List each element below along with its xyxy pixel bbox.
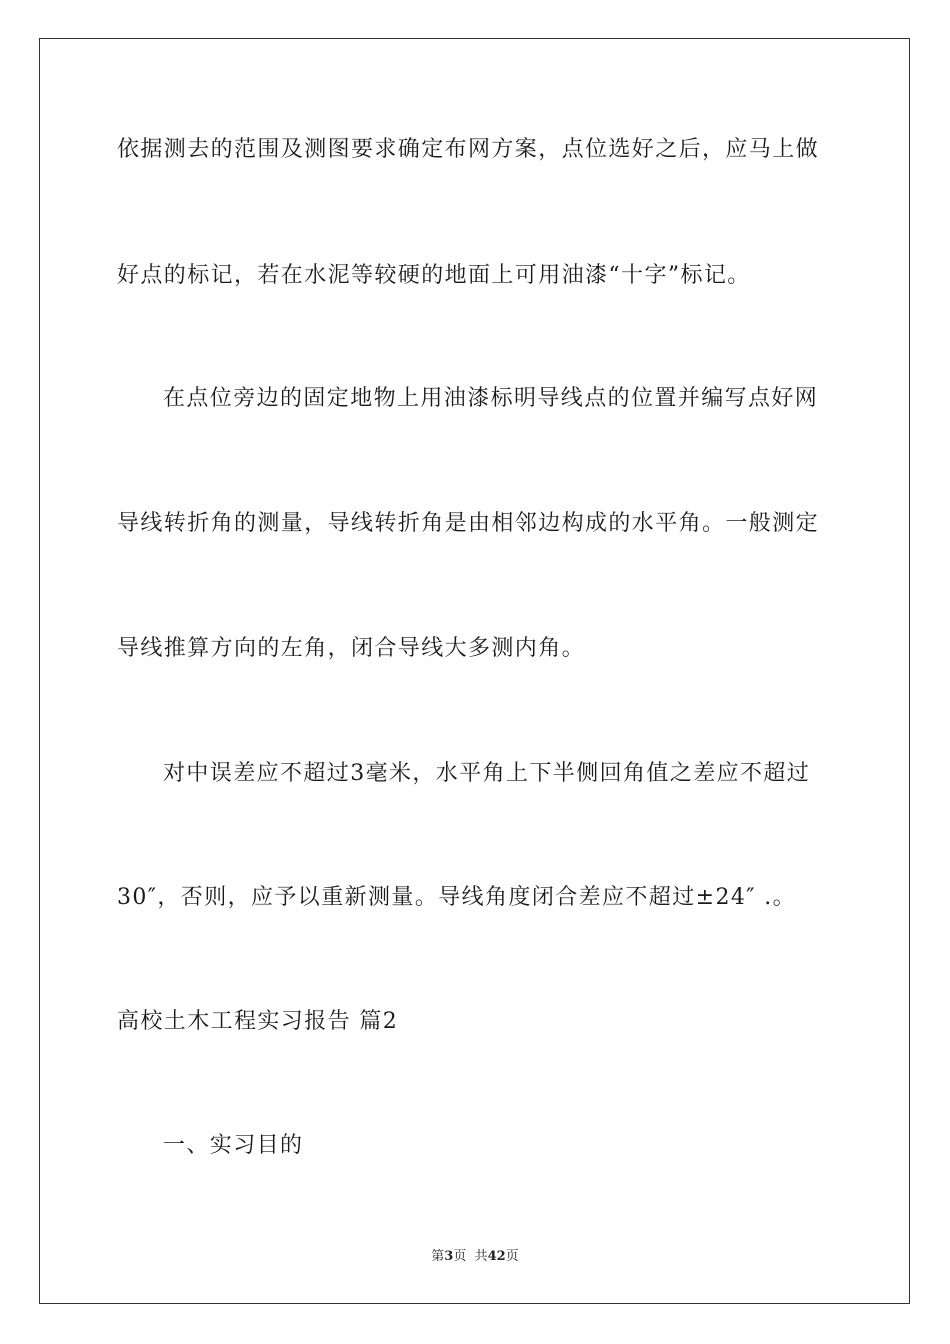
footer-suffix: 页 xyxy=(505,1249,519,1264)
section-heading: 高校土木工程实习报告 篇2 xyxy=(117,1009,399,1034)
page-footer xyxy=(0,1248,950,1266)
page-border xyxy=(39,38,910,1304)
total-page-number: 42 xyxy=(487,1249,506,1264)
paragraph-line: 在点位旁边的固定地物上用油漆标明导线点的位置并编写点好网 xyxy=(163,386,819,411)
paragraph-line: 对中误差应不超过3毫米，水平角上下半侧回角值之差应不超过 xyxy=(163,761,811,786)
paragraph-line: 好点的标记，若在水泥等较硬的地面上可用油漆“十字”标记。 xyxy=(117,263,751,288)
paragraph-line: 依据测去的范围及测图要求确定布网方案，点位选好之后，应马上做 xyxy=(117,137,820,162)
current-page-number: 3 xyxy=(444,1249,454,1264)
paragraph-line: 导线转折角的测量，导线转折角是由相邻边构成的水平角。一般测定 xyxy=(117,511,820,536)
footer-prefix: 第 xyxy=(431,1249,445,1264)
paragraph-line: 导线推算方向的左角，闭合导线大多测内角。 xyxy=(117,636,586,661)
subsection-heading: 一、实习目的 xyxy=(163,1133,304,1158)
footer-mid: 页 共 xyxy=(453,1249,488,1264)
paragraph-line: 30″，否则，应予以重新测量。导线角度闭合差应不超过±24″ .。 xyxy=(117,885,797,910)
